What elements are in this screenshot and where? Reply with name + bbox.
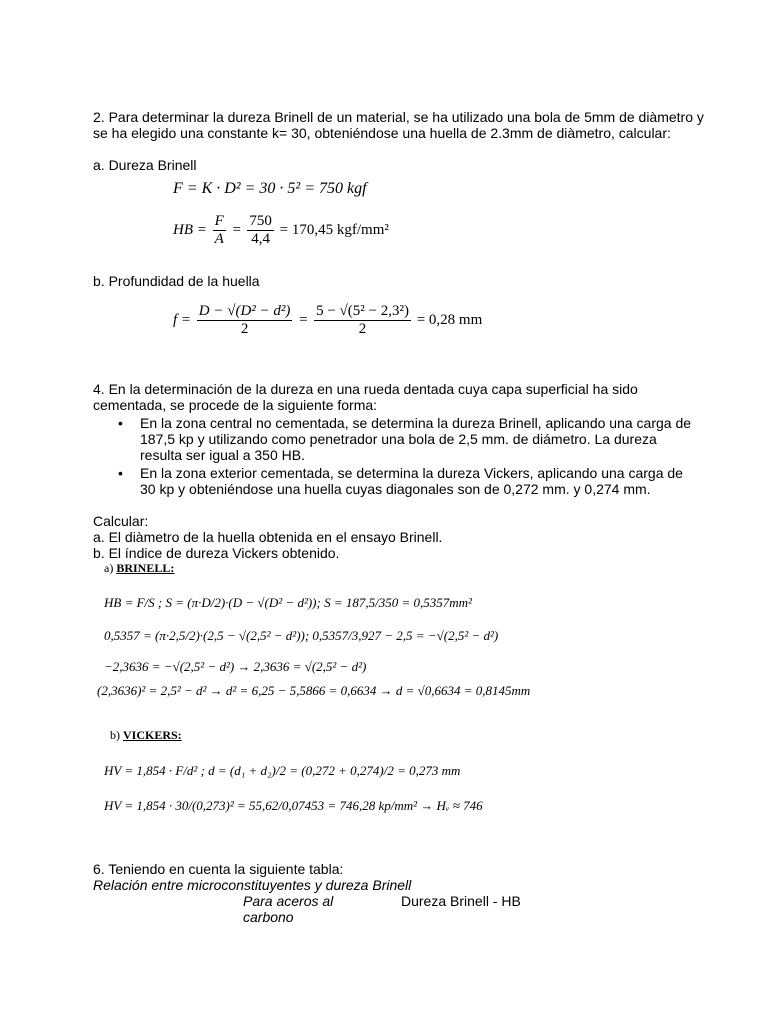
brinell-line-3: −2,3636 = −√(2,5² − d²) → 2,3636 = √(2,5² − d²) (104, 659, 367, 674)
problem-2-part-a: a. Dureza Brinell (93, 157, 197, 173)
depth-frac1-den: 2 (240, 321, 249, 337)
hb-fraction-2 (247, 213, 274, 248)
problem-2-part-b: b. Profundidad de la huella (93, 273, 260, 289)
brinell-line-4: (2,3636)² = 2,5² − d² → d² = 6,25 − 5,5866 = 0,6634 → d = √0,6634 = 0,8145mm (97, 683, 531, 698)
brinell-prefix: a) (104, 561, 114, 575)
hb-frac1-den: A (214, 231, 224, 247)
vickers-line-2: HV = 1,854 · 30/(0,273)² = 55,62/0,07453 = 746,28 kp/mm² → Hᵥ ≈ 746 (104, 798, 483, 813)
vickers-label: VICKERS: (123, 728, 182, 742)
depth-frac2-num: 5 − √(5² − 2,3²) (316, 303, 409, 319)
force-equation: F = K · D² = 30 · 5² = 750 kgf (173, 180, 367, 197)
brinell-label: BRINELL: (116, 561, 175, 575)
hb-lhs: HB = (173, 221, 207, 238)
depth-lhs: f = (173, 311, 192, 328)
table-header-steel: Para aceros al carbono (243, 893, 334, 925)
bullet-icon: • (118, 465, 123, 481)
brinell-line-1: HB = F/S ; S = (π·D/2)·(D − √(D² − d²)); S = 187,5/350 = 0,5357mm² (104, 595, 472, 610)
calc-heading: Calcular: (93, 513, 149, 529)
problem-4-statement: 4. En la determinación de la dureza en una rueda dentada cuya capa superficial ha sido cementada, se procede de la siguiente forma: (93, 381, 638, 413)
bullet-icon: • (118, 415, 123, 431)
hb-fraction-1 (213, 213, 226, 248)
hb-frac2-den: 4,4 (251, 231, 271, 247)
brinell-heading (104, 561, 174, 576)
hb-frac2-num: 750 (249, 213, 272, 229)
hb-equation: HB = $\frac{F}{A}$ = $\frac{750}{4,4}$ = 170,45 kgf/mm² (173, 213, 389, 247)
depth-frac1-num: D − √(D² − d²) (198, 303, 291, 319)
bullet-2-text: En la zona exterior cementada, se determina la dureza Vickers, aplicando una carga de 30 kp y obteniéndose una huella cuyas diagonales son de 0,272 mm. y 0,274 mm. (140, 465, 683, 497)
table-caption: Relación entre microconstituyentes y dureza Brinell (93, 877, 412, 893)
depth-equation: f = $\frac{\text{D − √(D² − d²)}}{2}$ = $\frac{\text{5 − √(5² − 2,3²)}}{2}$ = 0,28 mm (173, 303, 483, 337)
vickers-prefix: b) (110, 728, 120, 742)
depth-rhs: = 0,28 mm (416, 311, 483, 328)
hb-rhs: = 170,45 kgf/mm² (279, 221, 389, 238)
question-b: b. El índice de dureza Vickers obtenido. (93, 545, 340, 561)
depth-fraction-2 (314, 303, 411, 338)
vickers-line-1: HV = 1,854 · F/d² ; d = (d₁ + d₂)/2 = (0,272 + 0,274)/2 = 0,273 mm (104, 763, 461, 778)
bullet-1-text: En la zona central no cementada, se determina la dureza Brinell, aplicando una carga de 187,5 kp y utilizando como penetrador una bola de 2,5 mm. de diámetro. La dureza resulta ser igual a 350 HB. (140, 415, 692, 463)
table-header-hardness: Dureza Brinell - HB (401, 893, 521, 909)
question-a: a. El diàmetro de la huella obtenida en el ensayo Brinell. (93, 529, 443, 545)
vickers-heading (110, 728, 182, 743)
depth-fraction-1 (197, 303, 293, 338)
problem-2-statement: 2. Para determinar la dureza Brinell de un material, se ha utilizado una bola de 5mm de diàmetro y se ha elegido una constante k= 30, obteniéndose una huella de 2.3mm de diàmetro, calcular: (93, 109, 704, 141)
problem-6-statement: 6. Teniendo en cuenta la siguiente tabla: (93, 861, 344, 877)
hb-frac1-num: F (214, 213, 224, 229)
depth-frac2-den: 2 (358, 321, 367, 337)
brinell-line-2: 0,5357 = (π·2,5/2)·(2,5 − √(2,5² − d²)); 0,5357/3,927 − 2,5 = −√(2,5² − d²) (104, 628, 499, 643)
